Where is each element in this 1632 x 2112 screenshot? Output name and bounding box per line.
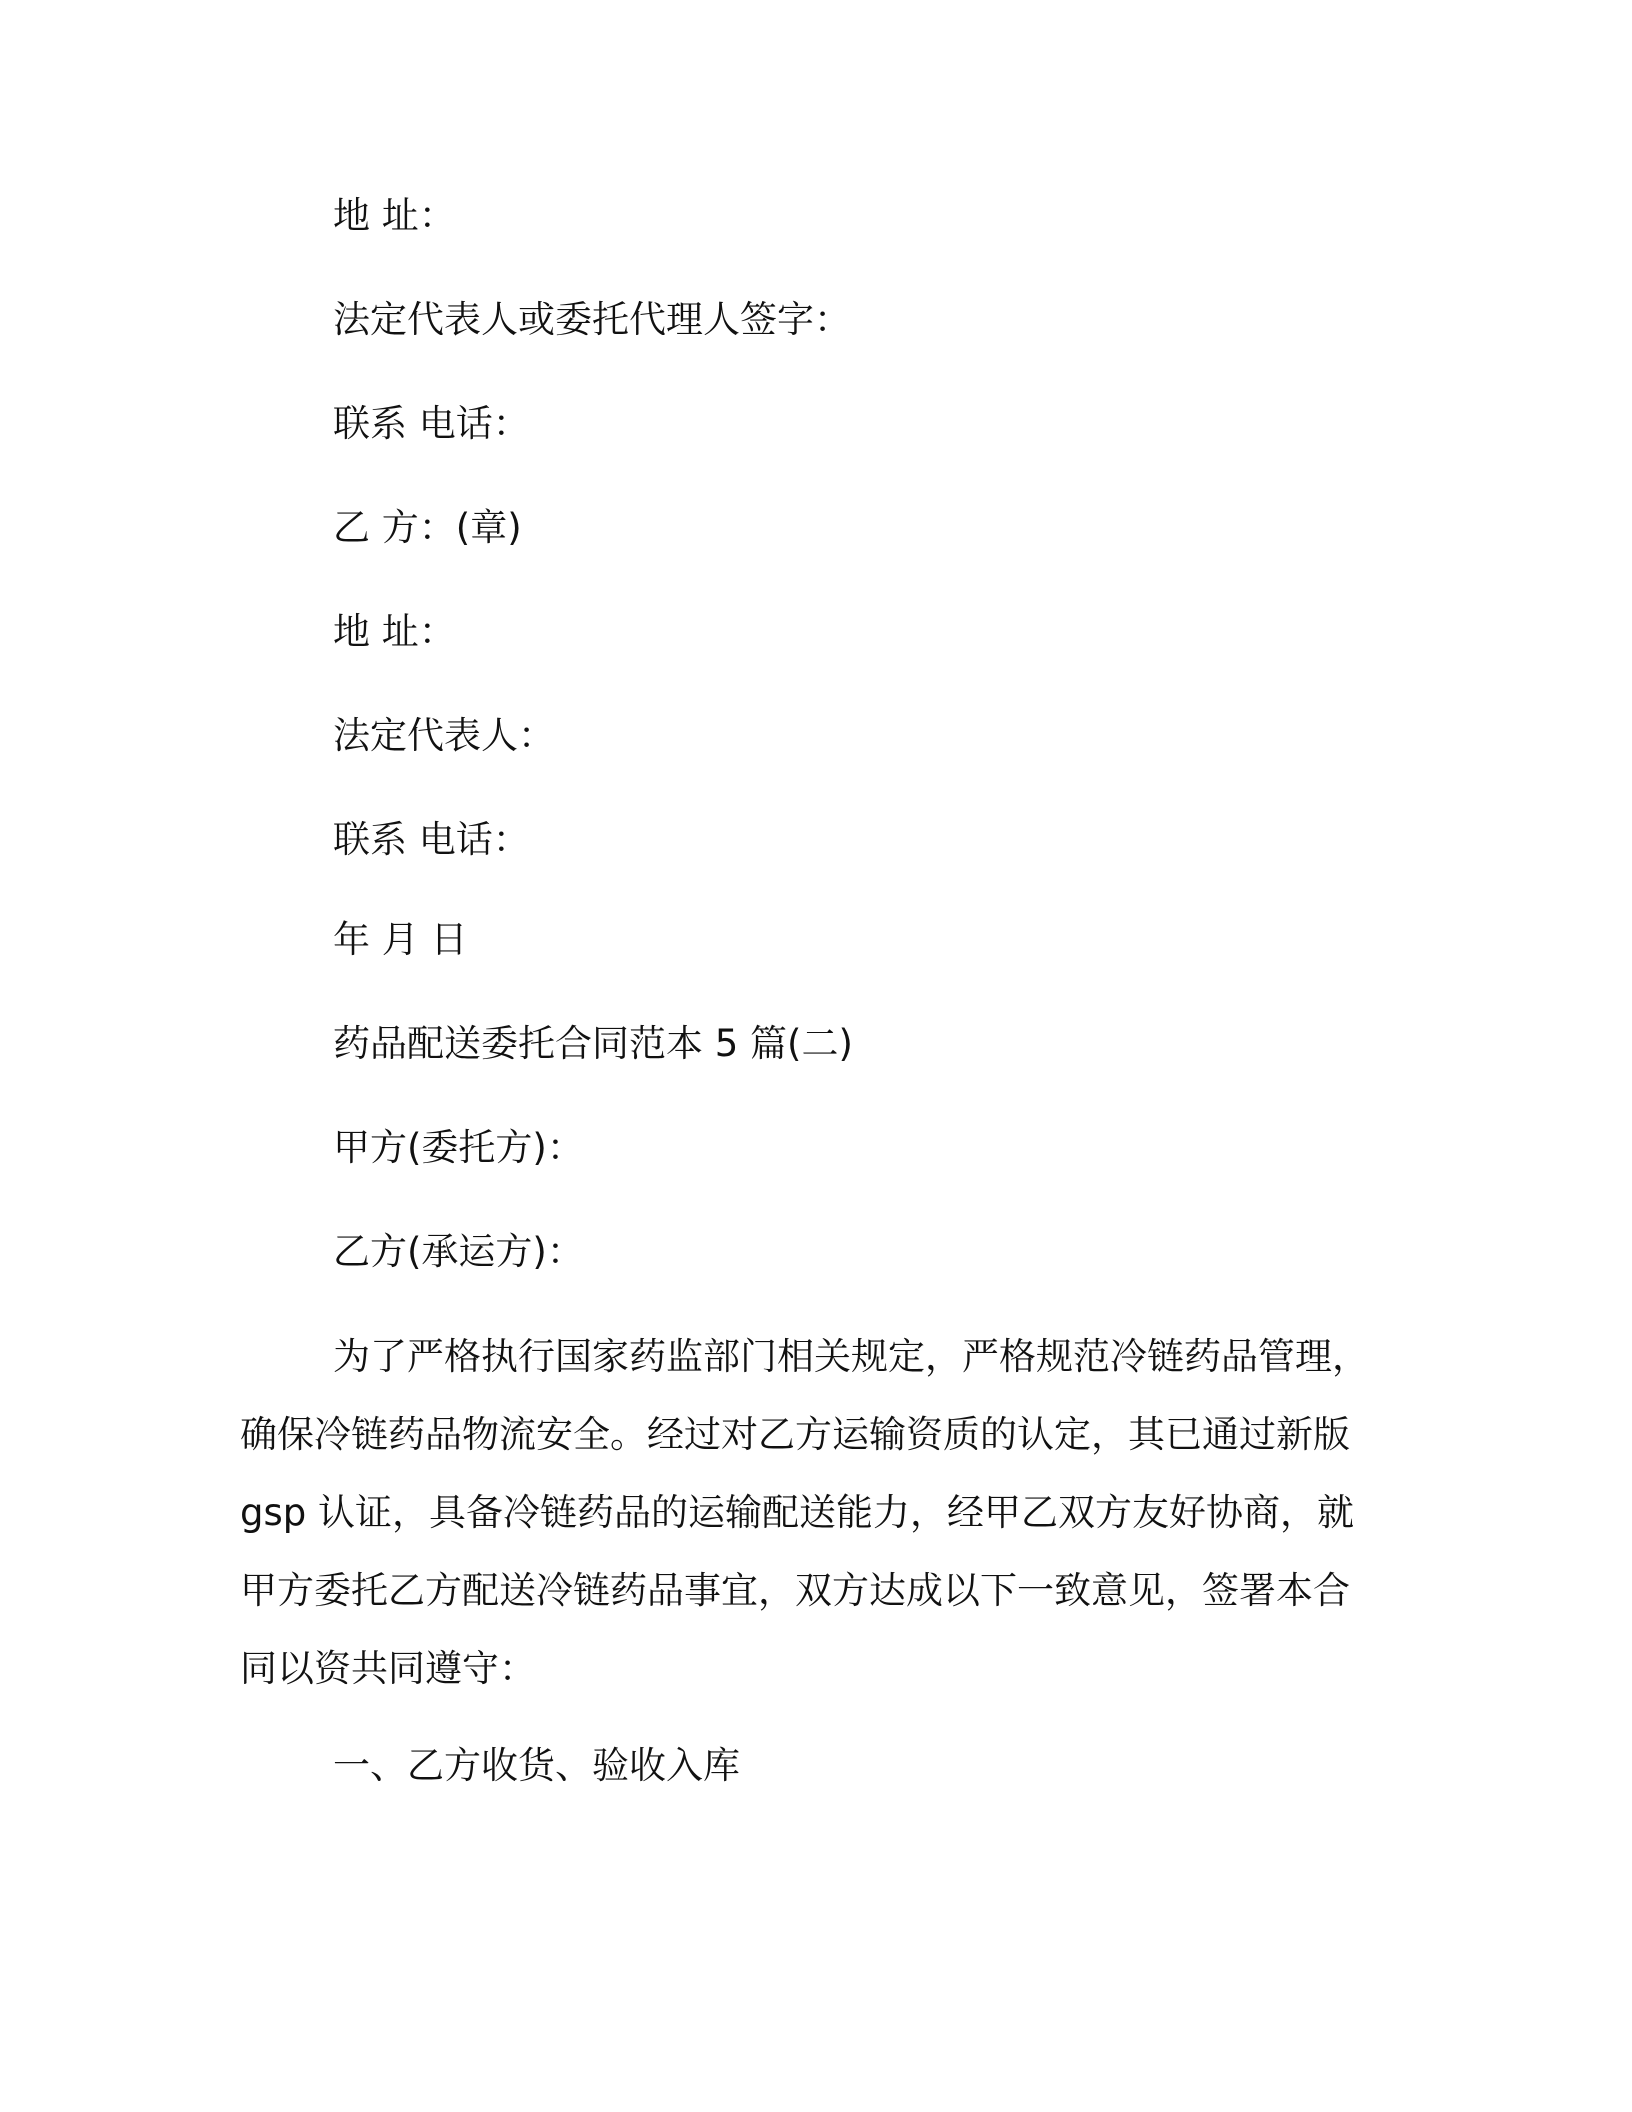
contract-title: 药品配送委托合同范本 5 篇(二)	[333, 1022, 853, 1065]
party-a-address-label: 地 址：	[333, 194, 456, 237]
party-a-signature-label: 法定代表人或委托代理人签字：	[333, 298, 851, 341]
paragraph-line: 甲方委托乙方配送冷链药品事宜，双方达成以下一致意见，签署本合	[240, 1569, 1350, 1612]
party-b-phone-label: 联系 电话：	[333, 818, 530, 861]
preamble-paragraph	[240, 1318, 1369, 1708]
date-line: 年 月 日	[333, 918, 468, 961]
paragraph-line: 确保冷链药品物流安全。经过对乙方运输资质的认定，其已通过新版	[240, 1413, 1350, 1456]
party-b-address-label: 地 址：	[333, 610, 456, 653]
carrier-party-label: 乙方(承运方)：	[333, 1230, 584, 1273]
party-a-phone-label: 联系 电话：	[333, 402, 530, 445]
entrusting-party-label: 甲方(委托方)：	[333, 1126, 584, 1169]
paragraph-line: 为了严格执行国家药监部门相关规定，严格规范冷链药品管理，	[333, 1335, 1369, 1378]
section-heading: 一、乙方收货、验收入库	[333, 1744, 740, 1787]
paragraph-line: gsp 认证，具备冷链药品的运输配送能力，经甲乙双方友好协商，就	[240, 1491, 1355, 1534]
paragraph-line: 同以资共同遵守：	[240, 1647, 536, 1690]
party-b-label: 乙 方：(章)	[333, 506, 522, 549]
party-b-representative-label: 法定代表人：	[333, 714, 555, 757]
